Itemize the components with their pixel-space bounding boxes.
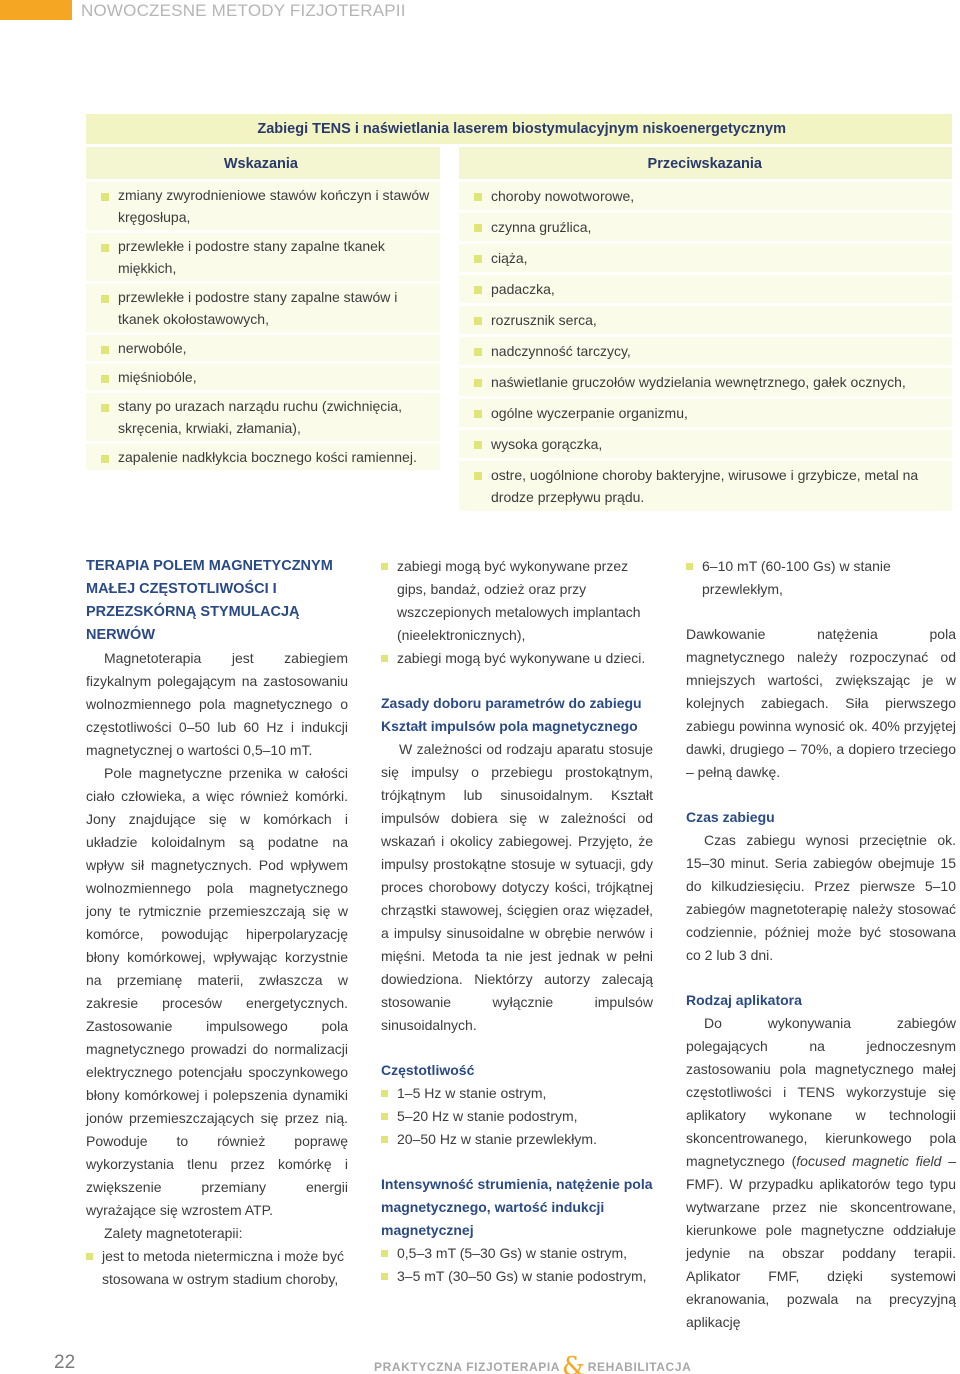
contraindication-item: ciąża, (459, 244, 952, 272)
indication-item: zapalenie nadkłykcia bocznego kości ramiennej. (86, 444, 440, 470)
paragraph: Czas zabiegu wynosi przeciętnie ok. 15–30 minut. Seria zabiegów obejmuje 15 do kilkudziesięciu. Przez pierwsze 5–10 zabiegów magnetoterapię należy stosować codziennie, później może być stosowana co 2 lub 3 dni. (686, 832, 956, 963)
square-bullet-icon (101, 244, 109, 252)
paragraph: Pole magnetyczne przenika w całości ciało człowieka, a więc również komórki. Jony znajdujące się w komórkach i układzie koloidalnym są podatne na wpływ sił magnetycznych. Pod wpływem wolnozmiennego pola magnetycznego jony te rytmicznie przemieszczają się w komórce, powodując hiperpolaryzację błony komórkowej, wpływając korzystnie na przemianę materii, zwłaszcza w zakresie procesów energetycznych. Zastosowanie impulsowego pola magnetycznego prowadzi do normalizacji elektrycznego potencjału spoczynkowego błony komórkowej i polepszenia dynamiki jonów przemieszczających się przez nią. Powoduje to również poprawę wykorzystania tlenu przez komórkę i zwiększenie przemiany energii wyrażające się wzrostem ATP. (86, 765, 348, 1218)
square-bullet-icon (474, 379, 482, 387)
contraindication-item: naświetlanie gruczołów wydzielania wewnętrznego, gałek ocznych, (459, 368, 952, 396)
square-bullet-icon (381, 563, 388, 570)
running-header-title: NOWOCZESNE METODY FIZJOTERAPII (81, 1, 406, 20)
paragraph: W zależności od rodzaju aparatu stosuje się impulsy o przebiegu prostokątnym, trójkątnym lub sinusoidalnym. Kształt impulsów dobiera się w zależności od wskazań i okolicy zabiegowej. Przyjęto, że impulsy prostokątne stosuje w sytuacji, gdy proces chorobowy dotyczy kości, trójkątnej chrząstki stawowej, ścięgien oraz więzadeł, a impulsy sinusoidalne w obrębie nerwów i mięśni. Metoda ta nie jest jednak w pełni dowiedziona. Niektórzy autorzy zalecają stosowanie wyłącznie impulsów sinusoidalnych. (381, 741, 653, 1033)
indication-item: zmiany zwyrodnieniowe stawów kończyn i stawów kręgosłupa, (86, 182, 440, 230)
contraindication-item: padaczka, (459, 275, 952, 303)
section-heading: Rodzaj aplikatora (686, 992, 802, 1008)
square-bullet-icon (474, 472, 482, 480)
indication-item: stany po urazach narządu ruchu (zwichnięcia, skręcenia, krwiaki, złamania), (86, 393, 440, 441)
section-title: TERAPIA POLEM MAGNETYCZNYM MAŁEJ CZĘSTOTLIWOŚCI I PRZEZSKÓRNĄ STYMULACJĄ NERWÓW (86, 558, 333, 643)
square-bullet-icon (381, 1250, 388, 1257)
list-item: 20–50 Hz w stanie przewlekłym. (381, 1128, 653, 1151)
contraindications-column (459, 147, 952, 511)
text-column-2 (381, 555, 653, 1288)
paragraph: Do wykonywania zabiegów polegających na jednoczesnym zastosowaniu pola magnetycznego małej częstotliwości i TENS wykorzystuje się aplikatory wykonane w technologii skoncentrowanego, kierunkowego pola magnetycznego (focused magnetic field – FMF). W przypadku aplikatorów tego typu wytwarzane przez nie skoncentrowane, kierunkowe pole magnetyczne oddziałuje jedynie na obszar poddany terapii. Aplikator FMF, dzięki systemowi ekranowania, pozwala na precyzyjną aplikację (686, 1015, 956, 1330)
square-bullet-icon (381, 1113, 388, 1120)
square-bullet-icon (474, 224, 482, 232)
indication-item: mięśniobóle, (86, 364, 440, 390)
list-item: 6–10 mT (60-100 Gs) w stanie przewlekłym, (686, 555, 956, 601)
square-bullet-icon (381, 655, 388, 662)
contraindication-item: ogólne wyczerpanie organizmu, (459, 399, 952, 427)
list-item: 1–5 Hz w stanie ostrym, (381, 1082, 653, 1105)
header-accent-bar (0, 0, 72, 20)
journal-name: PRAKTYCZNA FIZJOTERAPIA& REHABILITACJA (374, 1352, 691, 1374)
list-item: 5–20 Hz w stanie podostrym, (381, 1105, 653, 1128)
running-header (0, 0, 960, 24)
contraindication-item: choroby nowotworowe, (459, 182, 952, 210)
paragraph: Magnetoterapia jest zabiegiem fizykalnym polegającym na zastosowaniu wolnozmiennego pola magnetycznego o częstotliwości 0–50 lub 60 Hz i indukcji magnetycznej o wartości 0,5–10 mT. (86, 650, 348, 758)
contraindication-item: ostre, uogólnione choroby bakteryjne, wirusowe i grzybicze, metal na drodze przepływu prądu. (459, 461, 952, 511)
list-item: zabiegi mogą być wykonywane przez gips, bandaż, odzież oraz przy wszczepionych metalowych implantach (nieelektronicznych), (381, 555, 653, 647)
section-heading: Zasady doboru parametrów do zabiegu (381, 695, 642, 711)
contraindication-item: nadczynność tarczycy, (459, 337, 952, 365)
square-bullet-icon (474, 441, 482, 449)
square-bullet-icon (474, 348, 482, 356)
square-bullet-icon (101, 295, 109, 303)
section-subheading: Kształt impulsów pola magnetycznego (381, 718, 638, 734)
paragraph: Zalety magnetoterapii: (104, 1225, 243, 1241)
page-number: 22 (54, 1352, 76, 1373)
table-title: Zabiegi TENS i naświetlania laserem biostymulacyjnym niskoenergetycznym (86, 114, 952, 144)
square-bullet-icon (474, 317, 482, 325)
square-bullet-icon (474, 410, 482, 418)
ampersand-logo: & (562, 1352, 586, 1374)
section-heading: Częstotliwość (381, 1062, 475, 1078)
square-bullet-icon (474, 193, 482, 201)
square-bullet-icon (474, 286, 482, 294)
contraindications-header: Przeciwskazania (459, 147, 952, 179)
contraindication-item: wysoka gorączka, (459, 430, 952, 458)
text-column-1 (86, 555, 348, 1291)
text-column-3 (686, 555, 956, 1334)
list-item: zabiegi mogą być wykonywane u dzieci. (381, 647, 653, 670)
square-bullet-icon (101, 346, 109, 354)
square-bullet-icon (381, 1273, 388, 1280)
square-bullet-icon (86, 1253, 93, 1260)
paragraph: Dawkowanie natężenia pola magnetycznego należy rozpoczynać od mniejszych wartości, zwiększając je w kolejnych zabiegach. Siła pierwszego zabiegu powinna wynosić ok. 40% przyjętej dawki, drugiego – 70%, a dopiero trzeciego – pełną dawkę. (686, 626, 956, 780)
indication-item: przewlekłe i podostre stany zapalne stawów i tkanek okołostawowych, (86, 284, 440, 332)
square-bullet-icon (101, 455, 109, 463)
indications-column (86, 147, 440, 470)
indication-item: nerwobóle, (86, 335, 440, 361)
square-bullet-icon (474, 255, 482, 263)
contraindication-item: czynna gruźlica, (459, 213, 952, 241)
square-bullet-icon (101, 375, 109, 383)
square-bullet-icon (381, 1090, 388, 1097)
square-bullet-icon (381, 1136, 388, 1143)
list-item: 0,5–3 mT (5–30 Gs) w stanie ostrym, (381, 1242, 653, 1265)
contraindication-item: rozrusznik serca, (459, 306, 952, 334)
square-bullet-icon (101, 404, 109, 412)
indications-header: Wskazania (86, 147, 440, 179)
square-bullet-icon (101, 193, 109, 201)
list-item: jest to metoda nietermiczna i może być stosowana w ostrym stadium choroby, (86, 1245, 348, 1291)
list-item: 3–5 mT (30–50 Gs) w stanie podostrym, (381, 1265, 653, 1288)
section-heading: Czas zabiegu (686, 809, 775, 825)
indication-item: przewlekłe i podostre stany zapalne tkanek miękkich, (86, 233, 440, 281)
section-heading: Intensywność strumienia, natężenie pola magnetycznego, wartość indukcji magnetycznej (381, 1176, 653, 1238)
square-bullet-icon (686, 563, 693, 570)
